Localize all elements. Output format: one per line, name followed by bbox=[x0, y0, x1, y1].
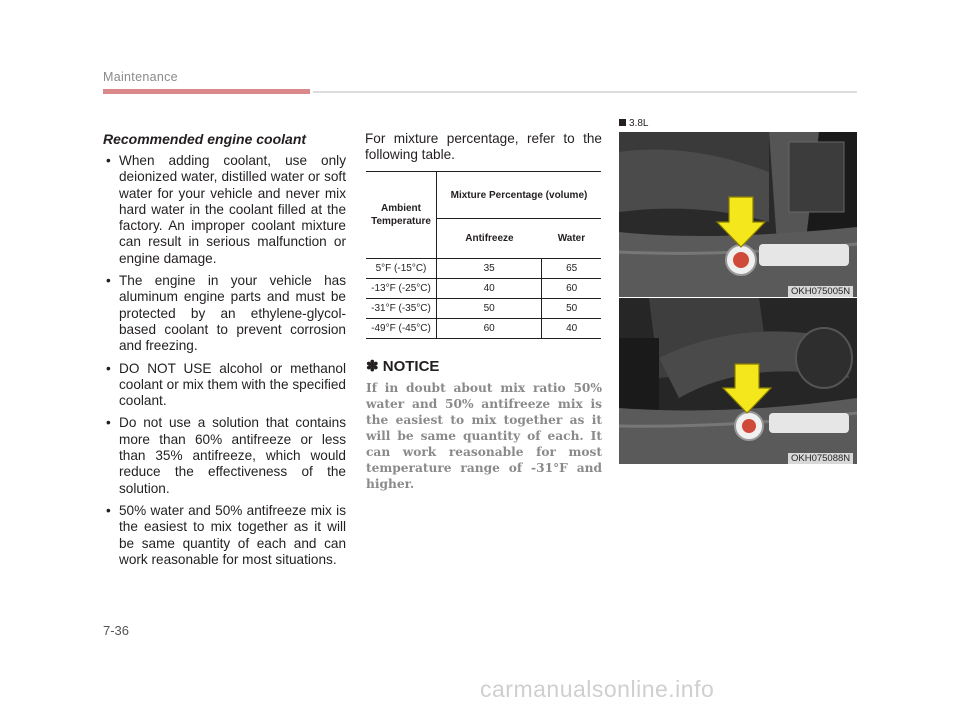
cell-antifreeze: 40 bbox=[437, 279, 542, 299]
header-ambient-label: Ambient Temperature bbox=[371, 203, 431, 227]
cell-temp: -13°F (-25°C) bbox=[366, 279, 437, 299]
table-row bbox=[366, 299, 601, 319]
bullet-item: • When adding coolant, use only deionized water, distilled water or soft water for your vehicle and never mix hard water in the coolant filled at the factory. An improper coolant mixture can result in serious malfunction or engine damage. bbox=[103, 153, 346, 267]
notice-star-icon: ✽ bbox=[366, 358, 379, 375]
cell-antifreeze: 35 bbox=[437, 259, 542, 279]
coolant-bullet-list bbox=[103, 153, 346, 568]
header-accent-bar bbox=[103, 89, 310, 94]
engine-photo-5-0l bbox=[619, 298, 857, 464]
bullet-item: • DO NOT USE alcohol or methanol coolant or mix them with the specified coolant. bbox=[103, 361, 346, 410]
engine-bay-illustration bbox=[619, 132, 857, 297]
header-ambient bbox=[366, 172, 437, 259]
cell-water: 65 bbox=[542, 259, 601, 279]
engine-bay-illustration-2 bbox=[619, 298, 857, 464]
cell-water: 60 bbox=[542, 279, 601, 299]
bullet-item: • The engine in your vehicle has aluminum engine parts and must be protected by an ethylene-glycol-based coolant to prevent corrosion and freezing. bbox=[103, 273, 346, 354]
engine-photo-3-8l bbox=[619, 132, 857, 297]
cell-antifreeze: 50 bbox=[437, 299, 542, 319]
header-water: Water bbox=[542, 219, 601, 259]
cell-water: 40 bbox=[542, 319, 601, 339]
notice-title-text: NOTICE bbox=[382, 358, 440, 375]
cell-temp: -49°F (-45°C) bbox=[366, 319, 437, 339]
square-bullet-icon bbox=[619, 119, 626, 126]
table-intro: For mixture percentage, refer to the following table. bbox=[365, 131, 602, 163]
middle-column bbox=[365, 131, 602, 164]
cell-temp: -31°F (-35°C) bbox=[366, 299, 437, 319]
notice-text: If in doubt about mix ratio 50% water and 50% antifreeze mix is the easiest to mix together as it will be same quantity of each. It can work reasonable for most temperature range of -31°F and higher. bbox=[366, 381, 602, 491]
notice-title bbox=[366, 357, 439, 375]
cell-water: 50 bbox=[542, 299, 601, 319]
table-row bbox=[366, 319, 601, 339]
mixture-table bbox=[366, 171, 601, 339]
watermark: carmanualsonline.info bbox=[480, 676, 715, 702]
left-column bbox=[103, 131, 346, 574]
header-antifreeze: Antifreeze bbox=[437, 219, 542, 259]
bullet-item: • Do not use a solution that contains more than 60% antifreeze or less than 35% antifreeze, which would reduce the effectiveness of the solution. bbox=[103, 415, 346, 496]
cell-antifreeze: 60 bbox=[437, 319, 542, 339]
photo-label-3-8l bbox=[619, 118, 648, 129]
page-number: 7-36 bbox=[103, 623, 130, 638]
section-title: Maintenance bbox=[103, 70, 178, 84]
coolant-heading: Recommended engine coolant bbox=[103, 131, 307, 147]
image-code-1: OKH075005N bbox=[788, 286, 853, 297]
header-mixture: Mixture Percentage (volume) bbox=[437, 172, 602, 219]
bullet-item: • 50% water and 50% antifreeze mix is the easiest to mix together as it will be same quantity of each and can work reasonable for most situations. bbox=[103, 503, 346, 568]
table-row bbox=[366, 259, 601, 279]
header-rule bbox=[313, 91, 857, 93]
cell-temp: 5°F (-15°C) bbox=[366, 259, 437, 279]
table-row bbox=[366, 279, 601, 299]
engine-size-label: 3.8L bbox=[629, 118, 649, 129]
image-code-2: OKH075088N bbox=[788, 453, 853, 464]
